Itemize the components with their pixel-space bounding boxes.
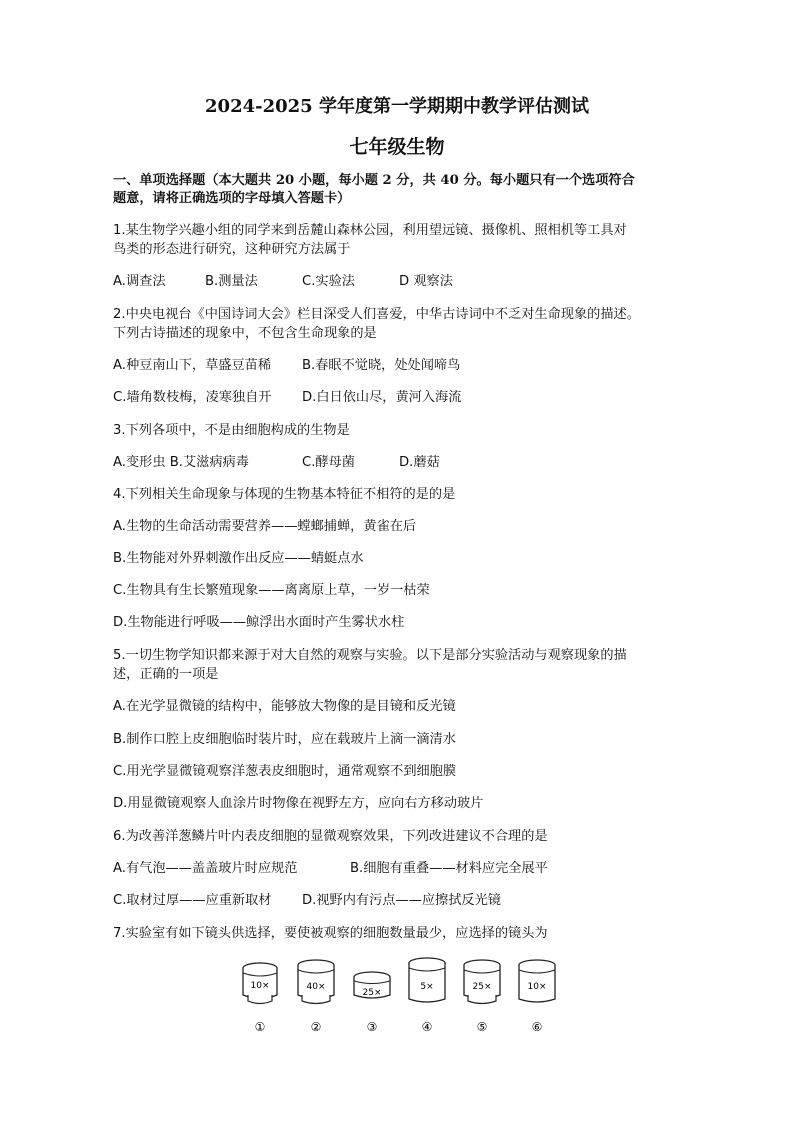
- q3-stem: 3.下列各项中，不是由细胞构成的生物是: [113, 423, 350, 438]
- lens-4-icon: [409, 958, 445, 1002]
- q1-option-b: B.测量法: [205, 274, 258, 289]
- q5-stem-line1: 5.一切生物学知识都来源于对大自然的观察与实验。以下是部分实验活动与观察现象的描: [113, 648, 627, 663]
- q1-option-c: C.实验法: [302, 274, 355, 289]
- lens-5-icon: [464, 960, 500, 1004]
- lens-5-label: 25×: [472, 982, 492, 992]
- q4-option-d: D.生物能进行呼吸——鲸浮出水面时产生雾状水柱: [113, 615, 405, 630]
- lens-2-icon: [298, 960, 334, 1004]
- lens-4-label: 5×: [420, 982, 434, 992]
- q2-stem-line2: 下列古诗描述的现象中，不包含生命现象的是: [113, 326, 377, 341]
- q2-option-d: D.白日依山尽，黄河入海流: [302, 390, 462, 405]
- q6-option-b: B.细胞有重叠——材料应完全展平: [350, 861, 548, 876]
- lens-3-label: 25×: [362, 988, 382, 998]
- q1-option-a: A.调查法: [113, 274, 166, 289]
- q5-stem-line2: 述，正确的一项是: [113, 667, 219, 682]
- lens-6-icon: [519, 960, 555, 1002]
- exam-title: 2024-2025 学年度第一学期期中教学评估测试: [205, 96, 589, 117]
- q3-option-ab: A.变形虫 B.艾滋病病毒: [113, 455, 249, 470]
- section-heading-line1: 一、单项选择题（本大题共 20 小题，每小题 2 分，共 40 分。每小题只有一个选项符合: [113, 173, 635, 188]
- q6-option-a: A.有气泡——盖盖玻片时应规范: [113, 861, 298, 876]
- lens-6-label: 10×: [527, 982, 547, 992]
- lens-6-number: ⑥: [531, 1020, 543, 1034]
- lens-2-number: ②: [310, 1020, 322, 1034]
- exam-subtitle: 七年级生物: [349, 136, 445, 158]
- q5-option-a: A.在光学显微镜的结构中，能够放大物像的是目镜和反光镜: [113, 699, 456, 714]
- lens-1-number: ①: [254, 1020, 266, 1034]
- q2-stem-line1: 2.中央电视台《中国诗词大会》栏目深受人们喜爱，中华古诗词中不乏对生命现象的描述。: [113, 307, 640, 322]
- lens-5-number: ⑤: [476, 1020, 488, 1034]
- q1-stem-line2: 鸟类的形态进行研究，这种研究方法属于: [113, 242, 351, 257]
- q5-option-d: D.用显微镜观察人血涂片时物像在视野左方，应向右方移动玻片: [113, 796, 484, 811]
- q3-option-c: C.酵母菌: [302, 455, 355, 470]
- q6-stem: 6.为改善洋葱鳞片叶内表皮细胞的显微观察效果，下列改进建议不合理的是: [113, 829, 548, 844]
- lens-3-number: ③: [366, 1020, 378, 1034]
- q1-stem-line1: 1.某生物学兴趣小组的同学来到岳麓山森林公园，利用望远镜、摄像机、照相机等工具对: [113, 223, 627, 238]
- q4-option-b: B.生物能对外界刺激作出反应——蜻蜓点水: [113, 551, 364, 566]
- lens-4-number: ④: [421, 1020, 433, 1034]
- lens-1-icon: [243, 963, 277, 1004]
- lens-figure: [230, 955, 570, 1040]
- q5-option-c: C.用光学显微镜观察洋葱表皮细胞时，通常观察不到细胞膜: [113, 764, 457, 779]
- q4-option-a: A.生物的生命活动需要营养——螳螂捕蝉，黄雀在后: [113, 519, 417, 534]
- lens-3-icon: [354, 972, 390, 998]
- q7-stem: 7.实验室有如下镜头供选择，要使被观察的细胞数量最少，应选择的镜头为: [113, 926, 548, 941]
- lens-1-label: 10×: [250, 981, 270, 991]
- q4-stem: 4.下列相关生命现象与体现的生物基本特征不相符的是的是: [113, 487, 456, 502]
- q4-option-c: C.生物具有生长繁殖现象——离离原上草，一岁一枯荣: [113, 583, 430, 598]
- q6-option-d: D.视野内有污点——应擦拭反光镜: [302, 893, 501, 908]
- q2-option-b: B.春眠不觉晓，处处闻啼鸟: [302, 358, 461, 373]
- q2-option-c: C.墙角数枝梅，凌寒独自开: [113, 390, 272, 405]
- q1-option-d: D 观察法: [399, 274, 453, 289]
- q6-option-c: C.取材过厚——应重新取材: [113, 893, 272, 908]
- q5-option-b: B.制作口腔上皮细胞临时装片时，应在载玻片上滴一滴清水: [113, 732, 456, 747]
- lens-2-label: 40×: [306, 982, 326, 992]
- q3-option-d: D.蘑菇: [399, 455, 440, 470]
- section-heading-line2: 题意，请将正确选项的字母填入答题卡）: [113, 191, 351, 206]
- q2-option-a: A.种豆南山下，草盛豆苗稀: [113, 358, 272, 373]
